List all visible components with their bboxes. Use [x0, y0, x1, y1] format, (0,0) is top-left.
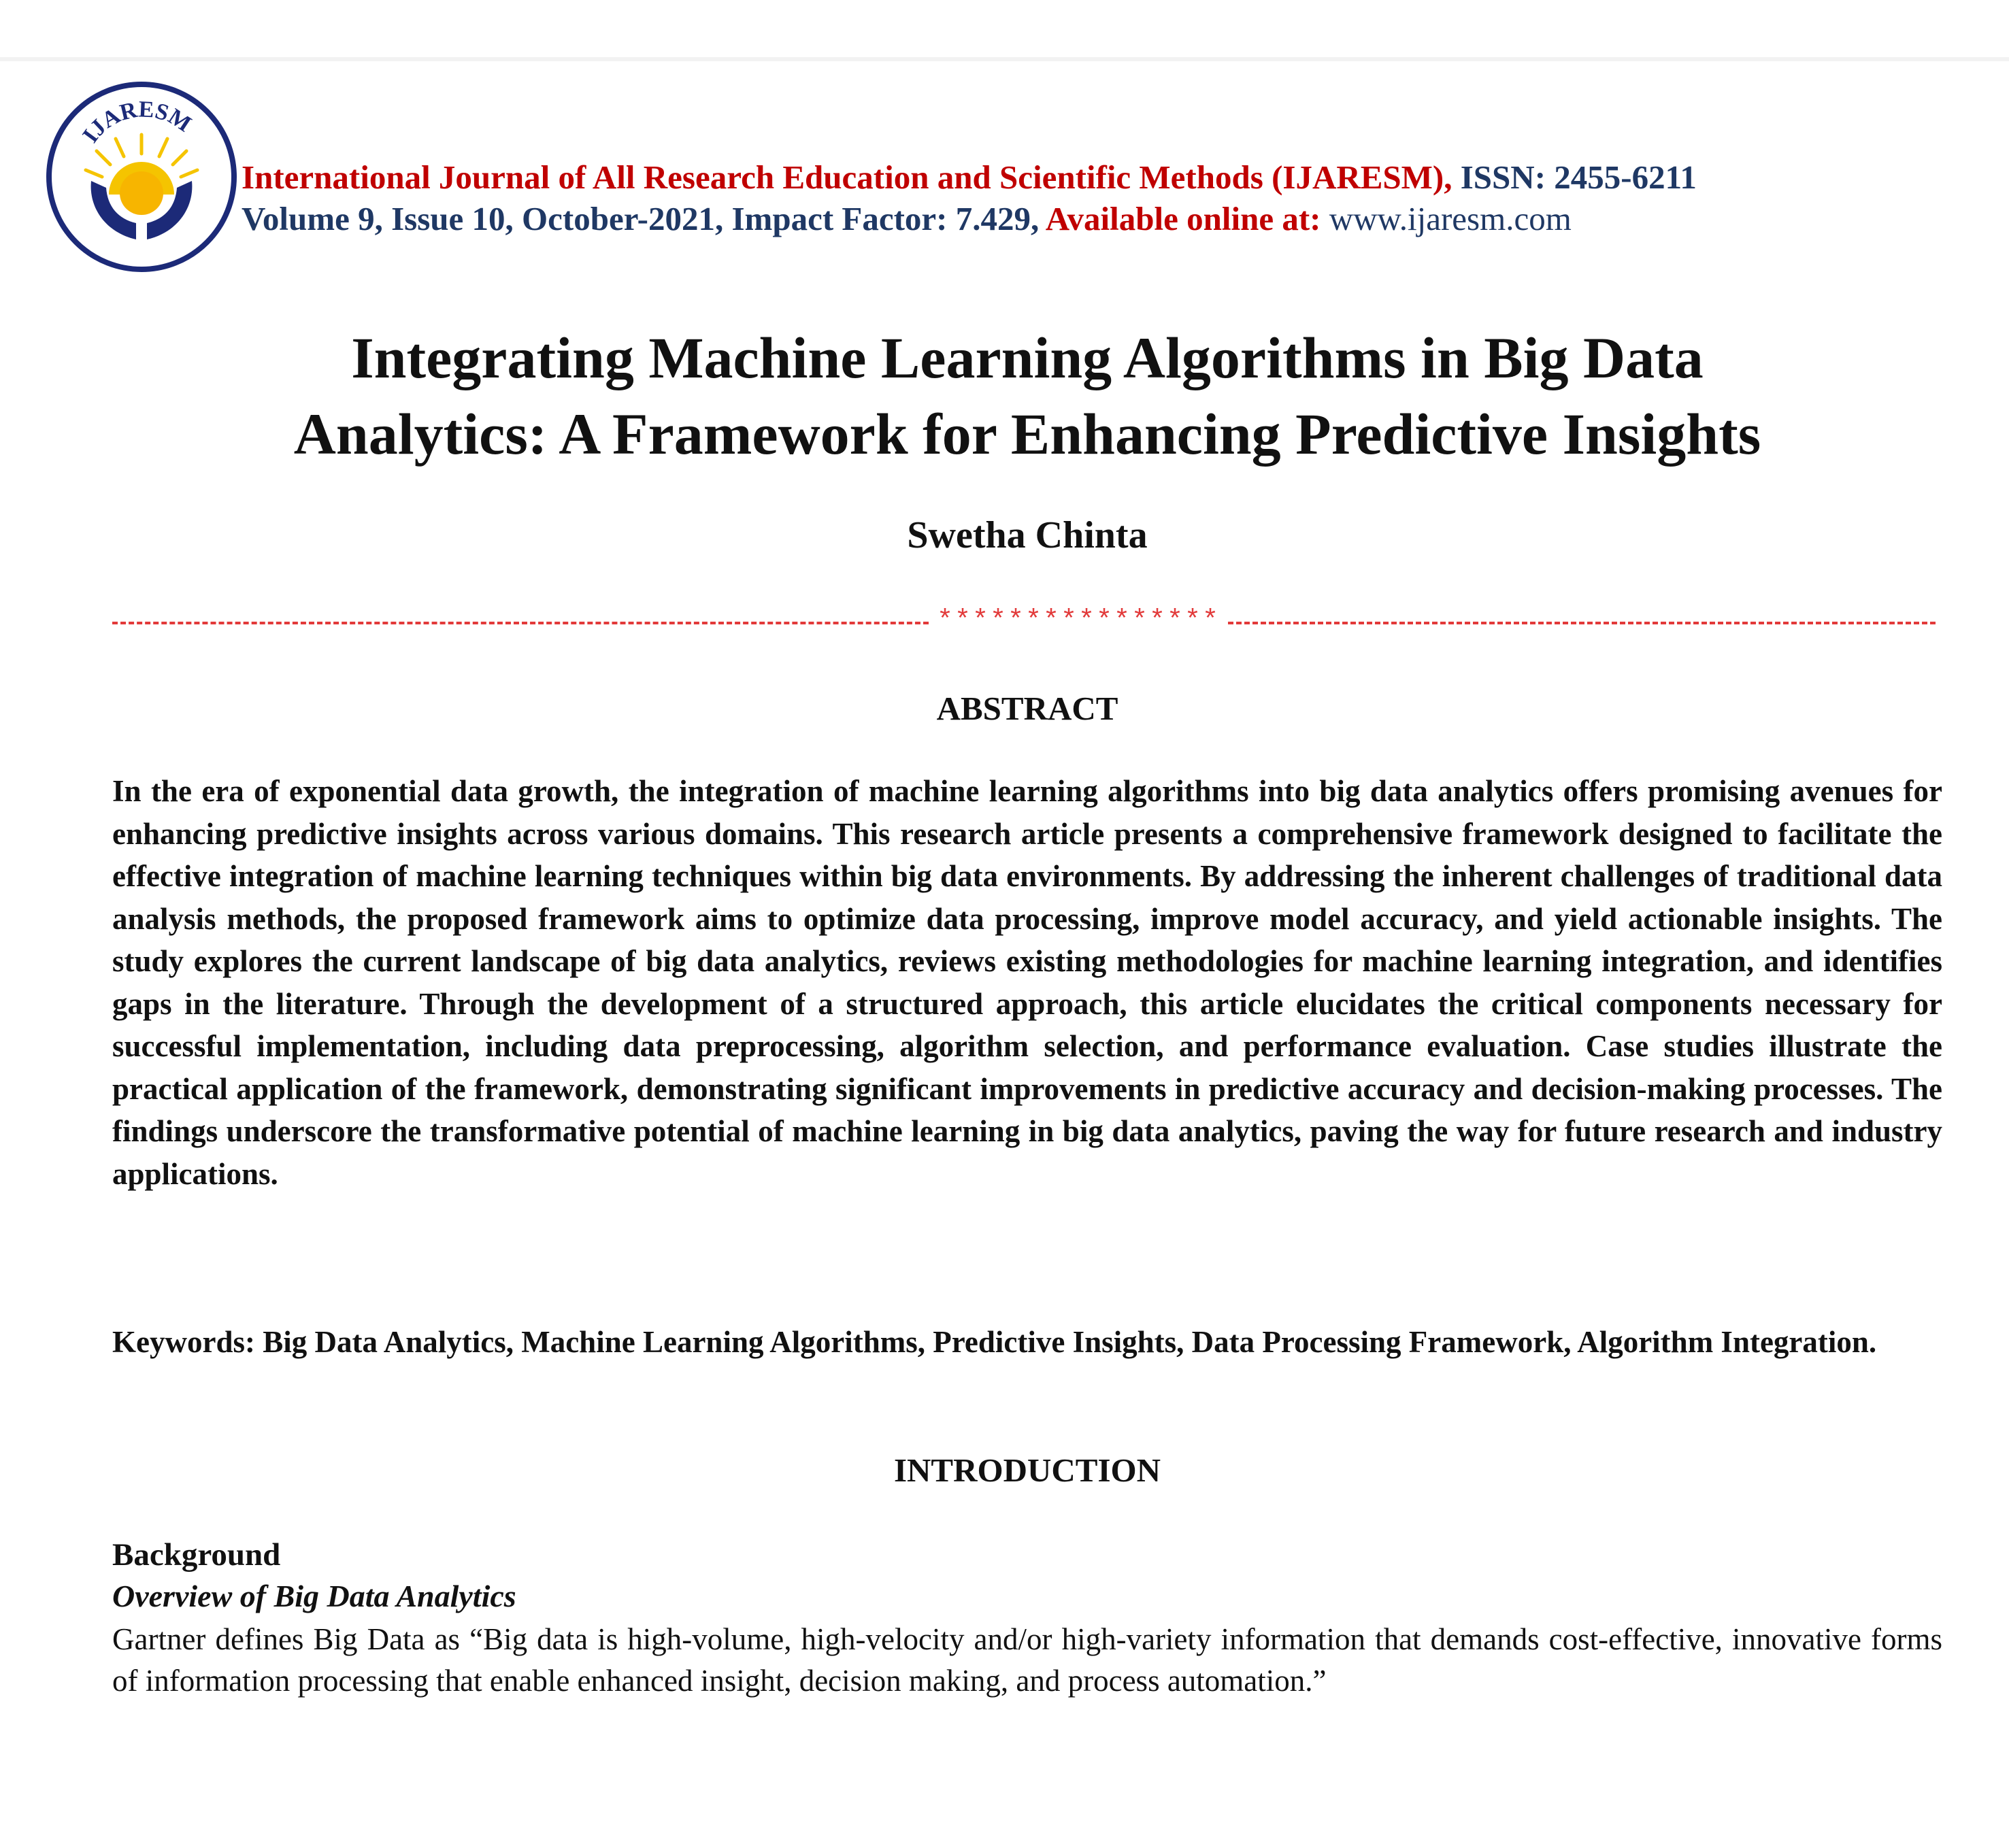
keywords: Keywords: Big Data Analytics, Machine Learning Algorithms, Predictive Insights, Data Processing Framework, Algorithm Integration. [112, 1325, 1877, 1359]
paper-title-line2: Analytics: A Framework for Enhancing Predictive Insights [293, 401, 1761, 467]
introduction-paragraph: Gartner defines Big Data as “Big data is high-volume, high-velocity and/or high-variety information that demands cost-effective, innovative forms of information processing that enable enhanced insight, decision making, and process automation.” [112, 1622, 1942, 1698]
abstract-text: In the era of exponential data growth, the integration of machine learning algorithms into big data analytics offers promising avenues for enhancing predictive insights across various domains. This research article presents a comprehensive framework designed to facilitate the effective integration of machine learning techniques within big data environments. By addressing the inherent challenges of traditional data analysis methods, the proposed framework aims to optimize data processing, improve model accuracy, and yield actionable insights. The study explores the current landscape of big data analytics, reviews existing methodologies for machine learning integration, and identifies gaps in the literature. Through the development of a structured approach, this article elucidates the critical components necessary for successful implementation, including data preprocessing, algorithm selection, and performance evaluation. Case studies illustrate the practical application of the framework, demonstrating significant improvements in predictive accuracy and decision-making processes. The findings underscore the transformative potential of machine learning in big data analytics, paving the way for future research and industry applications. [112, 774, 1942, 1191]
journal-name: International Journal of All Research Education and Scientific Methods (IJARESM), [242, 158, 1452, 196]
section-divider [112, 606, 1936, 637]
volume-info: Volume 9, Issue 10, October-2021, Impact Factor: 7.429, [242, 200, 1040, 237]
overview-heading: Overview of Big Data Analytics [112, 1579, 516, 1613]
ijaresm-seal-icon [44, 79, 239, 275]
divider-stars: **************** [936, 606, 1221, 637]
journal-header-line1 [242, 156, 1908, 198]
journal-header-line2 [242, 198, 1908, 239]
issn: ISSN: 2455-6211 [1460, 158, 1697, 196]
available-online-label: Available online at: [1045, 200, 1321, 237]
paper-author: Swetha Chinta [907, 514, 1148, 556]
paper-title-line1: Integrating Machine Learning Algorithms in Big Data [351, 325, 1704, 390]
divider-dash-right [1228, 622, 1936, 624]
paper-title [102, 320, 1953, 472]
logo-text: IJARESM [78, 97, 196, 148]
top-rule [0, 57, 2009, 61]
journal-website-link[interactable]: www.ijaresm.com [1329, 200, 1572, 237]
divider-dash-left [112, 622, 929, 624]
abstract-heading: ABSTRACT [936, 690, 1118, 727]
introduction-heading: INTRODUCTION [893, 1451, 1161, 1489]
background-heading: Background [112, 1537, 281, 1573]
journal-header [242, 156, 1908, 239]
